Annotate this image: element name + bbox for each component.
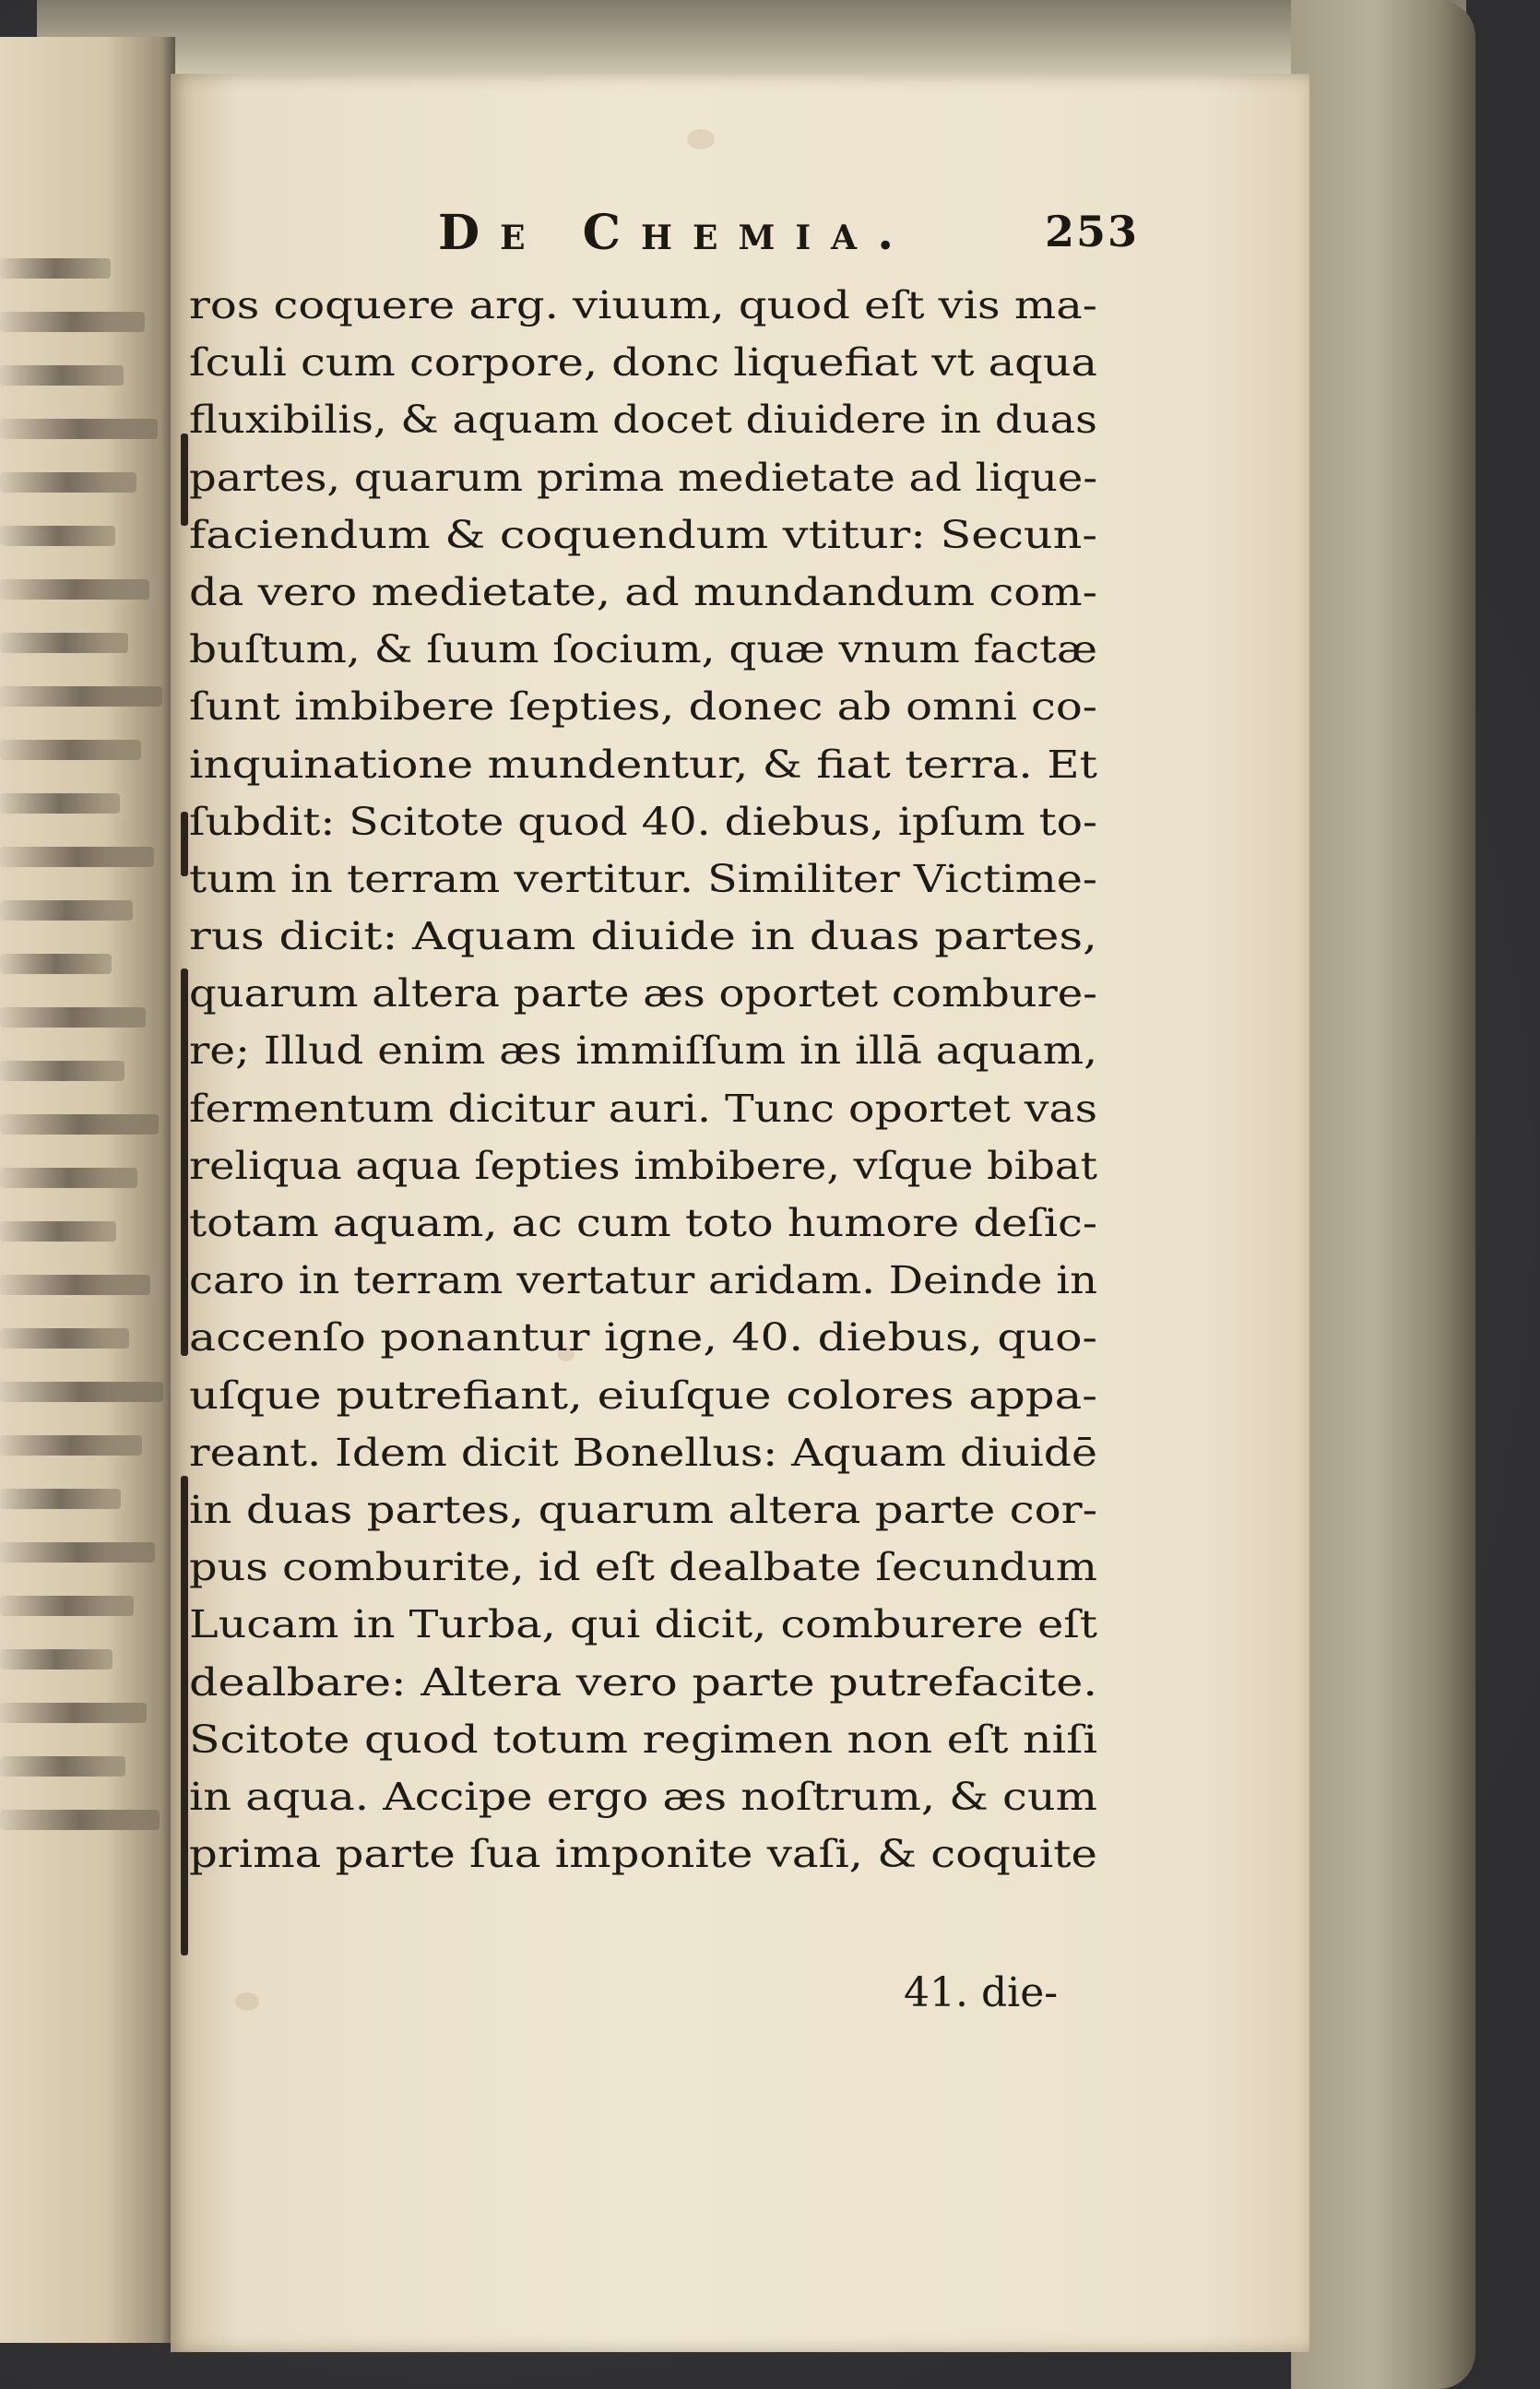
left-page-text-ghost [0, 37, 175, 2343]
running-title: De Chemia. [438, 205, 915, 261]
left-page-line-shadow [0, 954, 112, 974]
text-line: ſculi cum corpore, donc liquefiat vt aqua [189, 339, 1097, 386]
gutter-shadow-rule [181, 1476, 188, 1955]
text-line: caro in terram vertatur aridam. Deinde in [189, 1257, 1097, 1303]
text-line: buſtum, & ſuum ſocium, quæ vnum factæ [189, 626, 1097, 672]
left-page-line-shadow [0, 419, 158, 439]
left-page-line-shadow [0, 1061, 124, 1081]
body-text [189, 277, 1102, 1883]
text-line: tum in terram vertitur. Similiter Victime- [189, 855, 1097, 901]
text-line: pus comburite, id eſt dealbate ſecundum [189, 1544, 1097, 1590]
text-line: fermentum dicitur auri. Tunc oportet vas [189, 1085, 1097, 1131]
text-line: accenſo ponantur igne, 40. diebus, quo- [189, 1314, 1097, 1361]
left-page-line-shadow [0, 847, 154, 867]
gutter-shadow-rule [181, 969, 188, 1356]
left-page-line-shadow [0, 258, 111, 279]
left-page-line-shadow [0, 633, 128, 653]
page-header [438, 205, 1139, 269]
text-line: ſubdit: Scitote quod 40. diebus, ipſum to- [189, 798, 1097, 844]
left-page-line-shadow [0, 1275, 150, 1295]
left-page-line-shadow [0, 1007, 146, 1028]
left-page-line-shadow [0, 1168, 137, 1188]
text-line: Scitote quod totum regimen non eſt niſi [189, 1716, 1097, 1762]
page-number: 253 [1044, 207, 1139, 256]
foxing-spot [235, 1992, 259, 2011]
gutter-shadow-rule [181, 434, 188, 526]
left-page-line-shadow [0, 1810, 160, 1830]
book-cover-edge [1291, 0, 1475, 2389]
text-line: faciendum & coquendum vtitur: Secun- [189, 511, 1097, 557]
left-page-line-shadow [0, 740, 141, 760]
left-page-line-shadow [0, 1703, 147, 1723]
left-page-fragment [0, 37, 175, 2343]
left-page-line-shadow [0, 1649, 113, 1670]
text-line: prima parte ſua imponite vaſi, & coquite [189, 1831, 1097, 1877]
foxing-spot [687, 129, 715, 149]
text-line: ros coquere arg. viuum, quod eſt vis ma- [189, 282, 1097, 327]
text-line: reliqua aqua ſepties imbibere, vſque bibat [189, 1142, 1097, 1188]
text-line: uſque putrefiant, eiuſque colores appa- [189, 1372, 1097, 1418]
text-line: dealbare: Altera vero parte putrefacite. [189, 1658, 1097, 1705]
left-page-line-shadow [0, 312, 145, 332]
left-page-line-shadow [0, 1756, 125, 1777]
text-line: rus dicit: Aquam diuide in duas partes, [189, 913, 1097, 959]
left-page-line-shadow [0, 1114, 159, 1135]
book-top-edge [37, 0, 1466, 83]
text-line: reant. Idem dicit Bonellus: Aquam diuidē [189, 1429, 1097, 1475]
text-line: fluxibilis, & aquam docet diuidere in duas [189, 397, 1097, 443]
text-line: quarum altera parte æs oportet combure- [189, 970, 1097, 1016]
text-line: in aqua. Accipe ergo æs noſtrum, & cum [189, 1773, 1097, 1819]
text-line: re; Illud enim æs immiſſum in illā aquam, [189, 1028, 1097, 1074]
catchword: 41. die- [904, 1969, 1059, 2016]
left-page-line-shadow [0, 579, 149, 600]
left-page-line-shadow [0, 1382, 163, 1402]
text-line: partes, quarum prima medietate ad lique- [189, 454, 1097, 500]
left-page-line-shadow [0, 526, 115, 546]
text-line: in duas partes, quarum altera parte cor- [189, 1486, 1097, 1532]
gutter-shadow-rule [181, 812, 188, 876]
text-line: inquinatione mundentur, & fiat terra. Et [189, 741, 1097, 787]
left-page-line-shadow [0, 1328, 129, 1349]
left-page-line-shadow [0, 1489, 121, 1509]
text-line: ſunt imbibere ſepties, donec ab omni co- [189, 683, 1097, 730]
text-line: da vero medietate, ad mundandum com- [189, 568, 1097, 614]
left-page-line-shadow [0, 1221, 116, 1242]
left-page-line-shadow [0, 1542, 155, 1563]
left-page-line-shadow [0, 472, 136, 493]
text-line: totam aquam, ac cum toto humore deſic- [189, 1200, 1097, 1245]
left-page-line-shadow [0, 686, 162, 707]
left-page-line-shadow [0, 793, 120, 814]
left-page-line-shadow [0, 900, 133, 921]
text-line: Lucam in Turba, qui dicit, comburere eſt [189, 1601, 1097, 1647]
left-page-line-shadow [0, 1435, 142, 1456]
left-page-line-shadow [0, 365, 124, 386]
left-page-line-shadow [0, 1596, 134, 1616]
